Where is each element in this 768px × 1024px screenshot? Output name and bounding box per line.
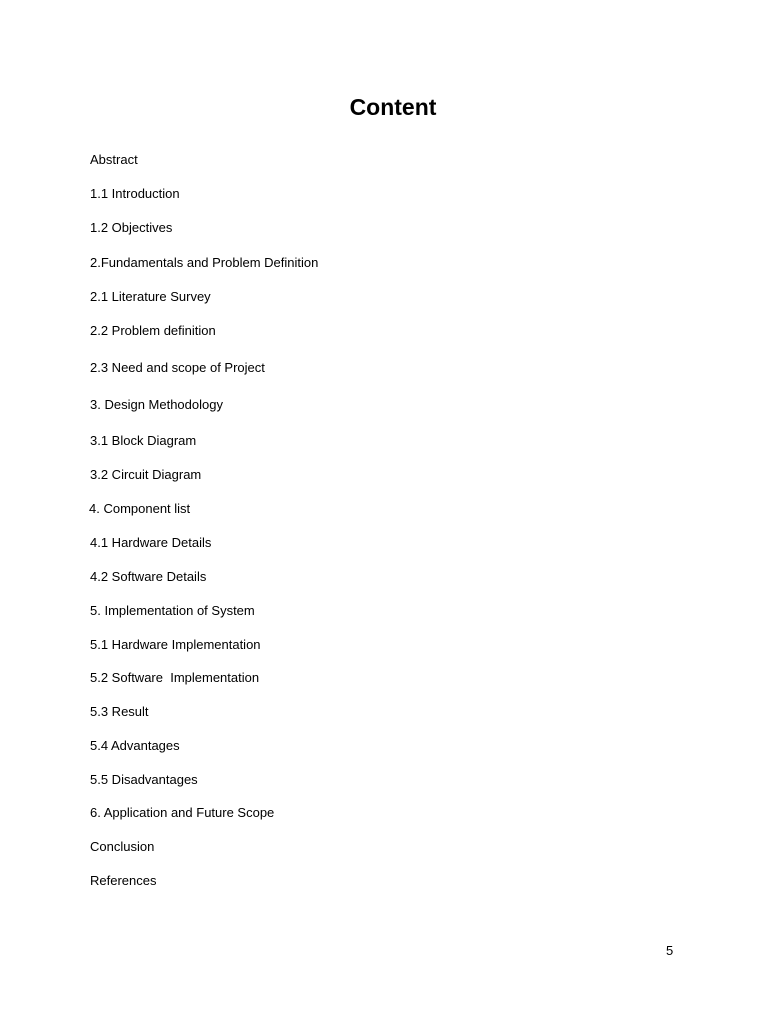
toc-item-literature-survey: 2.1 Literature Survey bbox=[90, 289, 211, 304]
toc-item-hardware-implementation: 5.1 Hardware Implementation bbox=[90, 637, 261, 652]
toc-item-block-diagram: 3.1 Block Diagram bbox=[90, 433, 197, 448]
toc-item-objectives: 1.2 Objectives bbox=[90, 220, 173, 235]
toc-item-design-methodology: 3. Design Methodology bbox=[90, 397, 223, 412]
toc-item-fundamentals: 2.Fundamentals and Problem Definition bbox=[90, 255, 319, 270]
page-number: 5 bbox=[666, 943, 674, 958]
toc-item-software-implementation: 5.2 Software Implementation bbox=[90, 670, 260, 685]
toc-item-component-list: 4. Component list bbox=[89, 501, 191, 516]
toc-item-hardware-details: 4.1 Hardware Details bbox=[90, 535, 212, 550]
toc-item-introduction: 1.1 Introduction bbox=[90, 186, 180, 201]
toc-item-advantages: 5.4 Advantages bbox=[90, 738, 180, 753]
toc-item-abstract: Abstract bbox=[90, 152, 138, 167]
toc-item-result: 5.3 Result bbox=[90, 704, 149, 719]
toc-item-need-and-scope: 2.3 Need and scope of Project bbox=[90, 360, 265, 375]
toc-item-references: References bbox=[90, 873, 157, 888]
page-title: Content bbox=[349, 94, 437, 120]
toc-item-disadvantages: 5.5 Disadvantages bbox=[90, 772, 198, 787]
toc-item-implementation-of-system: 5. Implementation of System bbox=[90, 603, 255, 618]
toc-item-problem-definition: 2.2 Problem definition bbox=[90, 323, 216, 338]
toc-item-application-future-scope: 6. Application and Future Scope bbox=[90, 805, 275, 820]
toc-item-conclusion: Conclusion bbox=[90, 839, 155, 854]
toc-item-software-details: 4.2 Software Details bbox=[90, 569, 207, 584]
toc-item-circuit-diagram: 3.2 Circuit Diagram bbox=[90, 467, 202, 482]
